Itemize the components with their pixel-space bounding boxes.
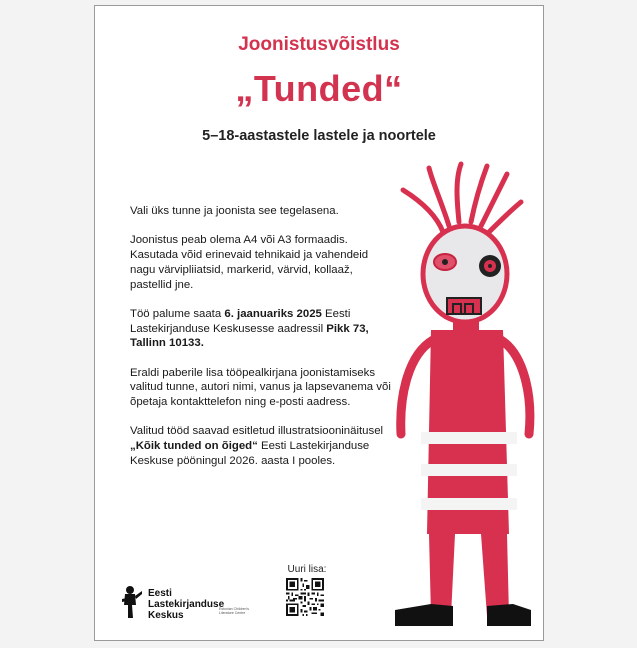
exhibition-location: Eesti Lastekirjanduse Keskuse pööningul 2026. aasta I pooles.	[130, 440, 370, 467]
address-text: Eesti Lastekirjanduse Keskusesse aadressil	[130, 307, 351, 335]
poster-body	[130, 204, 395, 483]
logo-figure-icon	[121, 585, 143, 619]
monster-illustration	[391, 154, 541, 634]
logo-text-line2: Lastekirjanduse	[148, 599, 225, 610]
logo-subtext: Estonian Children's Literature Centre	[219, 607, 250, 615]
poster	[94, 5, 544, 641]
logo-text-line1: Eesti	[148, 588, 172, 599]
paragraph-exhibition	[130, 424, 395, 468]
paragraph-format: Joonistus peab olema A4 või A3 formaadis. Kasutada võid erinevaid tehnikaid ja vahendeid nagu värvipliiatsid, markerid, värvid, kollaaž, pastellid jne.	[130, 234, 369, 291]
organization-logo	[117, 585, 257, 619]
deadline-date: 6. jaanuariks 2025	[224, 307, 322, 320]
qr-label: Uuri lisa:	[287, 564, 327, 575]
paragraph-deadline	[130, 307, 395, 351]
qr-code-icon[interactable]	[286, 578, 324, 616]
paragraph-intro: Vali üks tunne ja joonista see tegelasena.	[130, 205, 339, 217]
paragraph-attachment: Eraldi paberile lisa tööpealkirjana joonistamiseks valitud tunne, autori nimi, vanus ja lapsevanema või õpetaja kontakttelefon ning e-posti aadress.	[130, 366, 391, 409]
poster-subtitle: 5–18-aastastele lastele ja noortele	[202, 128, 436, 144]
address-value: Pikk 73, Tallinn 10133.	[130, 322, 369, 350]
deadline-text: Töö palume saata	[130, 307, 225, 320]
exhibition-text: Valitud tööd saavad esitletud illustratsiooninäitusel	[130, 425, 384, 438]
poster-title-emphasis: „Tunded“	[235, 68, 403, 109]
exhibition-title: „Kõik tunded on õiged“	[130, 440, 258, 453]
logo-text-line3: Keskus	[148, 610, 184, 621]
poster-title: Joonistusvõistlus	[238, 34, 400, 55]
